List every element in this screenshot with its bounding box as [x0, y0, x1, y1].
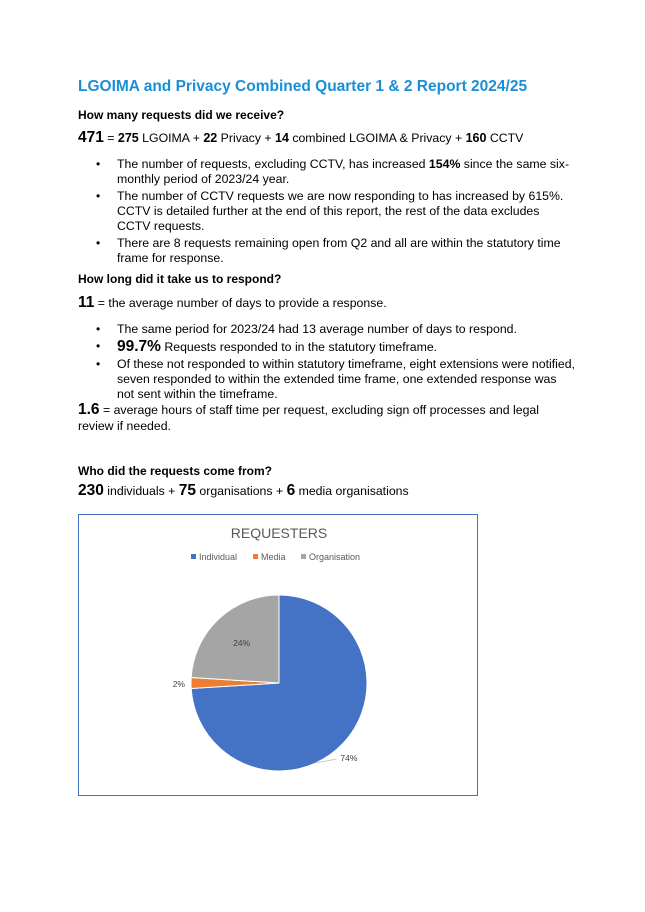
avg-days-value: 11: [78, 294, 95, 311]
legend-label-media: Media: [261, 552, 286, 562]
requesters-summary: [78, 482, 409, 500]
individuals-label: individuals +: [103, 484, 179, 498]
bullet-increase: [96, 157, 576, 187]
privacy-label: Privacy +: [217, 131, 275, 145]
orgs-count: 75: [178, 482, 196, 499]
bullet-text: The number of requests, excluding CCTV, has increased: [117, 157, 429, 171]
pie-label-media: 2%: [172, 679, 185, 689]
cctv-label: CCTV: [486, 131, 524, 145]
response-heading: How long did it take us to respond?: [78, 272, 282, 286]
bullet-open: • There are 8 requests remaining open from Q2 and all are within the statutory time frame for response.: [96, 236, 576, 266]
hours-value: 1.6: [78, 401, 100, 418]
avg-days-line: [78, 294, 387, 312]
legend-label-individual: Individual: [199, 552, 238, 562]
requests-summary: [78, 129, 523, 147]
legend-swatch-organisation: [301, 554, 306, 559]
bullet-statutory: [96, 339, 576, 355]
requesters-chart: [78, 514, 478, 796]
cctv-count: 160: [465, 131, 487, 145]
pie-slices: [191, 595, 367, 771]
bullet-cctv: • The number of CCTV requests we are now responding to has increased by 615%. CCTV is detailed further at the end of this report, the rest of the data excludes CCTV requests.: [96, 189, 576, 234]
avg-days-label: = the average number of days to provide a response.: [94, 296, 387, 310]
media-label: media organisations: [295, 484, 409, 498]
chart-legend: [191, 552, 360, 562]
requesters-heading: Who did the requests come from?: [78, 464, 273, 478]
requests-bullets: [96, 157, 576, 268]
response-bullets: [96, 322, 576, 404]
lgoima-count: 275: [117, 131, 139, 145]
bullet-prior-period: • The same period for 2023/24 had 13 average number of days to respond.: [96, 322, 576, 337]
combined-count: 14: [275, 131, 289, 145]
combined-label: combined LGOIMA & Privacy +: [288, 131, 466, 145]
pie-label-individual: 74%: [340, 753, 358, 764]
legend-swatch-media: [253, 554, 258, 559]
bullet-text: since the same six-monthly period of 2023/24 year.: [117, 157, 570, 186]
bullet-bold-value: 154%: [428, 157, 461, 171]
media-count: 6: [286, 482, 296, 499]
privacy-count: 22: [203, 131, 218, 145]
legend-label-organisation: Organisation: [309, 552, 361, 562]
lgoima-label: LGOIMA +: [138, 131, 204, 145]
bullet-text: Requests responded to in the statutory timeframe.: [160, 340, 438, 354]
legend-swatch-individual: [191, 554, 196, 559]
individuals-count: 230: [78, 482, 104, 499]
pie-chart-svg: [79, 515, 479, 797]
bullet-extensions: • Of these not responded to within statutory timeframe, eight extensions were notified, seven responded to within the extended time frame, one extended response was not sent within the timeframe.: [96, 357, 576, 402]
equals-sign: =: [103, 131, 118, 145]
statutory-percent: 99.7%: [117, 338, 161, 355]
chart-title: REQUESTERS: [230, 525, 328, 541]
hours-label: = average hours of staff time per request, excluding sign off processes and legal review if needed.: [78, 403, 539, 433]
page-title: LGOIMA and Privacy Combined Quarter 1 & 2 Report 2024/25: [78, 78, 528, 95]
requests-heading: How many requests did we receive?: [78, 108, 285, 122]
hours-paragraph: [78, 402, 558, 434]
orgs-label: organisations +: [195, 484, 287, 498]
total-requests: 471: [78, 129, 104, 146]
pie-label-organisation: 24%: [233, 638, 251, 649]
